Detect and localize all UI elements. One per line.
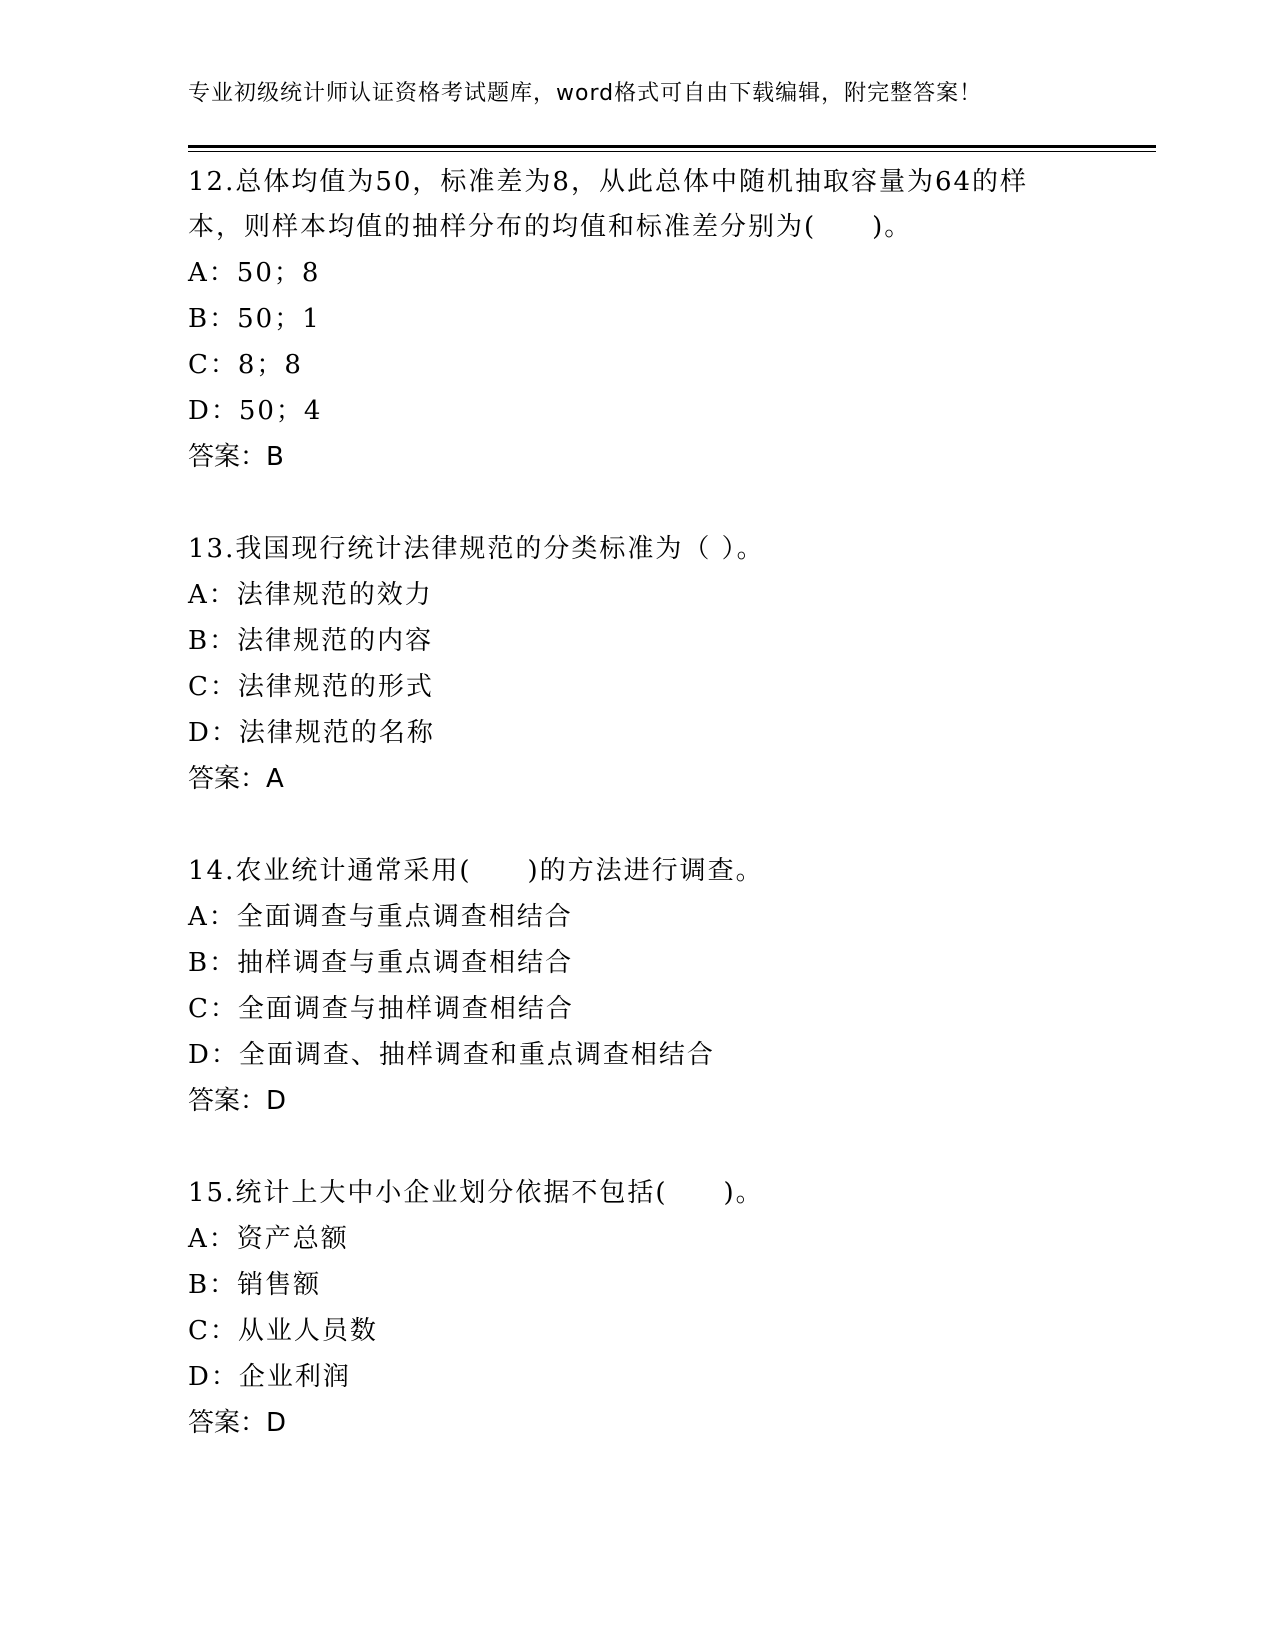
option-d: D：50；4 [188, 396, 323, 426]
option-a: A：全面调查与重点调查相结合 [188, 902, 573, 932]
question-13 [188, 527, 1088, 802]
option-c: C：全面调查与抽样调查相结合 [188, 994, 574, 1024]
option-b: B：抽样调查与重点调查相结合 [188, 948, 574, 978]
question-list [188, 160, 1088, 1493]
question-15 [188, 1171, 1088, 1446]
option-b: B：法律规范的内容 [188, 626, 434, 656]
option-a: A：法律规范的效力 [188, 580, 433, 610]
option-c: C：法律规范的形式 [188, 672, 434, 702]
option-d: D：企业利润 [188, 1362, 351, 1392]
answer: 答案：D [188, 1408, 287, 1438]
question-stem [188, 160, 1088, 250]
stem-line: 本，则样本均值的抽样分布的均值和标准差分别为( )。 [188, 212, 913, 242]
stem-line: 14.农业统计通常采用( )的方法进行调查。 [188, 856, 764, 886]
header-rule-thin [188, 151, 1156, 152]
option-b: B：销售额 [188, 1270, 322, 1300]
header-rule-thick [188, 145, 1156, 148]
question-stem [188, 1171, 1088, 1216]
option-d: D：法律规范的名称 [188, 718, 435, 748]
option-c: C：8；8 [188, 350, 303, 380]
stem-line: 12.总体均值为50，标准差为8，从此总体中随机抽取容量为64的样 [188, 167, 1029, 197]
answer: 答案：A [188, 764, 284, 794]
question-14 [188, 849, 1088, 1124]
option-a: A：50；8 [188, 258, 321, 288]
option-c: C：从业人员数 [188, 1316, 378, 1346]
option-d: D：全面调查、抽样调查和重点调查相结合 [188, 1040, 715, 1070]
page-header: 专业初级统计师认证资格考试题库，word格式可自由下载编辑，附完整答案！ [188, 81, 983, 106]
question-stem [188, 849, 1088, 894]
stem-line: 15.统计上大中小企业划分依据不包括( )。 [188, 1178, 764, 1208]
stem-line: 13.我国现行统计法律规范的分类标准为（ ）。 [188, 534, 765, 564]
option-b: B：50；1 [188, 304, 321, 334]
answer: 答案：D [188, 1086, 287, 1116]
answer: 答案：B [188, 442, 284, 472]
option-a: A：资产总额 [188, 1224, 349, 1254]
question-12 [188, 160, 1088, 480]
question-stem [188, 527, 1088, 572]
